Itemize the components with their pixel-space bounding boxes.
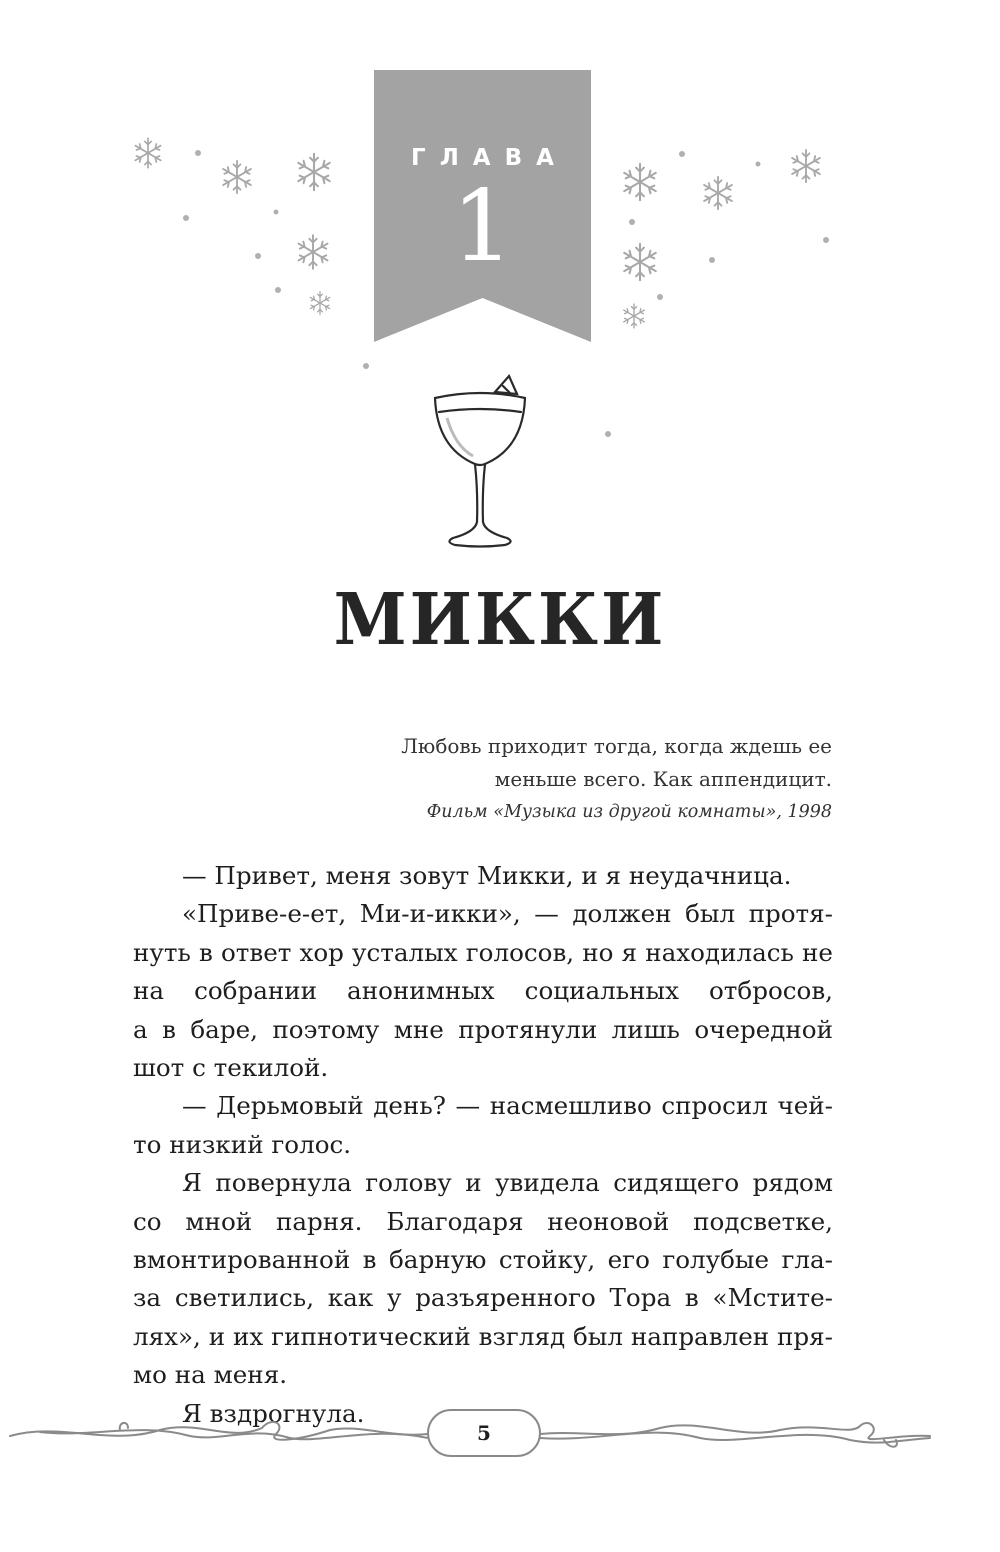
snowflake-icon [135,138,160,167]
text-line: нуть в ответ хор усталых голосов, но я находилась не [133,937,833,967]
text-line: «Приве-е-ет, Ми-и-икки», — должен был протя- [182,899,833,929]
text-line: Я вздрогнула. [182,1398,365,1428]
text-line: лях», и их гипнотический взгляд был направлен пря- [133,1321,833,1351]
snowflake-icon [624,164,655,200]
text-line: на собрании анонимных социальных отбросов, [133,976,833,1006]
snowflake-icon [298,154,329,190]
cocktail-glass-icon [425,372,535,552]
page-number: 5 [477,1421,491,1445]
text-line: за светились, как у разъяренного Тора в «Мстите- [133,1283,833,1313]
snowflake-icon [624,244,655,280]
epigraph-line: Любовь приходит тогда, когда ждешь ее [401,734,832,758]
epigraph-source: Фильм «Музыка из другой комнаты», 1998 [426,802,832,822]
text-line: со мной парня. Благодаря неоновой подсветке, [133,1206,833,1236]
body-text [133,857,833,1433]
text-line: шот с текилой. [133,1053,329,1083]
epigraph-line: меньше всего. Как аппендицит. [494,767,832,791]
chapter-number: 1 [451,170,514,284]
paragraph [133,1164,833,1394]
text-line: то низкий голос. [133,1129,352,1159]
paragraph [133,1087,833,1164]
text-line: — Привет, меня зовут Микки, и я неудачница. [182,861,792,890]
snowflake-icon [792,150,820,182]
chapter-title: МИККИ [333,576,667,662]
text-line: — Дерьмовый день? — насмешливо спросил чей- [182,1091,833,1121]
snowflake-icon [223,161,251,193]
paragraph [133,895,833,1087]
text-line: мо на меня. [133,1360,288,1390]
text-line: вмонтированной в барную стойку, его голубые гла- [133,1245,833,1275]
epigraph [300,730,832,829]
text-line: а в баре, поэтому мне протянули лишь очередной [133,1014,833,1044]
snowflake-icon [298,235,327,269]
snowflake-icon [310,292,329,314]
paragraph [133,857,833,895]
text-line: Я повернула голову и увидела сидящего рядом [182,1168,833,1198]
chapter-label: ГЛАВА [411,145,568,171]
snowflake-icon [704,177,732,209]
snowflake-icon [624,304,645,328]
